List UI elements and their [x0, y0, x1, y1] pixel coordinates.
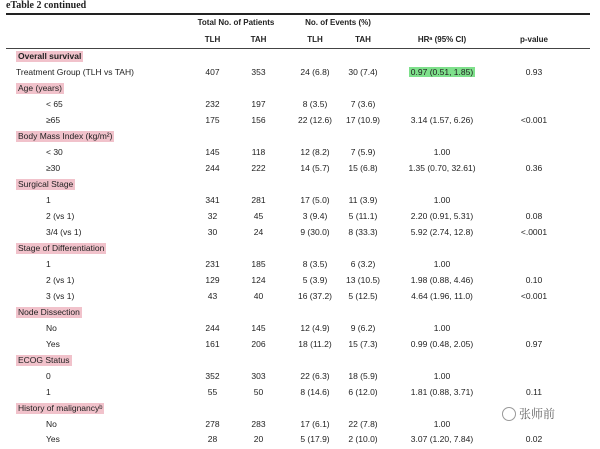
- cell-tah: 156: [251, 115, 266, 125]
- cell-hr: 1.00: [433, 323, 451, 333]
- cell-events-tlh: 8 (3.5): [302, 259, 328, 269]
- cell-events-tlh: 8 (3.5): [302, 99, 328, 109]
- cell-events-tah: 8 (33.3): [348, 227, 378, 237]
- header-pvalue: p-value: [519, 35, 548, 44]
- cell-pvalue: 0.36: [525, 163, 543, 173]
- watermark: [502, 405, 555, 422]
- cell-tlh: 244: [205, 163, 220, 173]
- row-label: 1: [46, 195, 51, 205]
- cell-events-tah: 5 (12.5): [348, 291, 378, 301]
- cell-tlh: 43: [207, 291, 218, 301]
- cell-hr: 1.81 (0.88, 3.71): [410, 387, 474, 397]
- cell-events-tah: 13 (10.5): [345, 275, 381, 285]
- row-label: No: [46, 419, 57, 429]
- cell-pvalue: <0.001: [520, 291, 548, 301]
- row-label: < 30: [46, 147, 63, 157]
- cell-tlh: 32: [207, 211, 218, 221]
- cell-hr: 0.99 (0.48, 2.05): [410, 339, 474, 349]
- cell-hr: 1.00: [433, 419, 451, 429]
- cell-tlh: 231: [205, 259, 220, 269]
- cell-events-tlh: 17 (6.1): [300, 419, 330, 429]
- cell-hr: 5.92 (2.74, 12.8): [410, 227, 474, 237]
- row-label: 2 (vs 1): [46, 275, 75, 285]
- wechat-channel-icon: [502, 407, 516, 421]
- header-hr: HRᵃ (95% CI): [417, 35, 467, 44]
- cell-pvalue: 0.02: [525, 434, 543, 444]
- section-surgical-stage: Surgical Stage: [18, 179, 74, 189]
- cell-tlh: 30: [207, 227, 218, 237]
- cell-tah: 303: [251, 371, 266, 381]
- cell-tah: 24: [253, 227, 264, 237]
- cell-tah: 281: [251, 195, 266, 205]
- cell-events-tlh: 17 (5.0): [300, 195, 330, 205]
- row-label: ≥65: [46, 115, 61, 125]
- section-differentiation: Stage of Differentiation: [18, 243, 105, 253]
- cell-pvalue: 0.08: [525, 211, 543, 221]
- cell-tlh: 407: [205, 67, 220, 77]
- cell-tlh: 278: [205, 419, 220, 429]
- row-label: 1: [46, 387, 51, 397]
- cell-events-tlh: 22 (6.3): [300, 371, 330, 381]
- cell-hr: 1.35 (0.70, 32.61): [408, 163, 476, 173]
- cell-events-tah: 11 (3.9): [348, 195, 378, 205]
- header-tah: TAH: [250, 35, 267, 44]
- header-events-tlh: TLH: [307, 35, 323, 44]
- cell-hr: 3.07 (1.20, 7.84): [410, 434, 474, 444]
- cell-pvalue: 0.11: [526, 387, 542, 397]
- cell-events-tah: 30 (7.4): [348, 67, 378, 77]
- cell-tlh: 129: [205, 275, 220, 285]
- hr-highlight: 0.97 (0.51, 1.85): [410, 67, 474, 77]
- cell-tlh: 175: [205, 115, 220, 125]
- section-age: Age (years): [18, 83, 62, 93]
- cell-hr: 1.00: [433, 259, 451, 269]
- header-events-tah: TAH: [355, 35, 371, 44]
- section-ecog: ECOG Status: [18, 355, 70, 365]
- cell-tlh: 145: [205, 147, 220, 157]
- cell-pvalue: 0.10: [525, 275, 543, 285]
- row-label: 1: [46, 259, 51, 269]
- cell-tah: 20: [253, 434, 264, 444]
- cell-tlh: 244: [205, 323, 220, 333]
- cell-tah: 145: [251, 323, 266, 333]
- cell-events-tlh: 18 (11.2): [298, 339, 332, 349]
- header-events-group: No. of Events (%): [305, 18, 371, 27]
- cell-events-tlh: 3 (9.4): [302, 211, 328, 221]
- cell-hr: 1.98 (0.88, 4.46): [410, 275, 474, 285]
- section-history-malignancy: History of malignancyᵇ: [18, 403, 103, 413]
- cell-tah: 197: [251, 99, 266, 109]
- cell-tlh: 55: [207, 387, 218, 397]
- cell-events-tah: 15 (6.8): [348, 163, 378, 173]
- cell-hr: 3.14 (1.57, 6.26): [410, 115, 474, 125]
- cell-tah: 118: [251, 147, 266, 157]
- cell-tah: 124: [251, 275, 266, 285]
- cell-events-tlh: 14 (5.7): [300, 163, 330, 173]
- cell-events-tah: 2 (10.0): [348, 434, 378, 444]
- cell-tlh: 341: [205, 195, 220, 205]
- cell-events-tlh: 22 (12.6): [297, 115, 333, 125]
- cell-hr: 1.00: [433, 371, 451, 381]
- cell-hr: 1.00: [433, 147, 451, 157]
- cell-pvalue: <0.001: [520, 115, 548, 125]
- cell-events-tlh: 16 (37.2): [297, 291, 333, 301]
- cell-tah: 50: [253, 387, 264, 397]
- header-rule: [6, 48, 590, 49]
- row-label: Yes: [46, 339, 60, 349]
- row-label: 3 (vs 1): [46, 291, 75, 301]
- cell-events-tlh: 12 (4.9): [300, 323, 330, 333]
- cell-pvalue: <.0001: [520, 227, 548, 237]
- cell-tah: 185: [251, 259, 266, 269]
- cell-events-tah: 18 (5.9): [348, 371, 378, 381]
- section-node-dissection: Node Dissection: [18, 307, 80, 317]
- cell-events-tlh: 5 (17.9): [300, 434, 330, 444]
- row-label: 3/4 (vs 1): [46, 227, 82, 237]
- row-label: < 65: [46, 99, 63, 109]
- cell-events-tah: 22 (7.8): [348, 419, 378, 429]
- cell-hr: 2.20 (0.91, 5.31): [410, 211, 474, 221]
- cell-pvalue: 0.93: [525, 67, 543, 77]
- cell-hr: 4.64 (1.96, 11.0): [411, 291, 473, 301]
- row-label: Treatment Group (TLH vs TAH): [16, 67, 134, 77]
- cell-tah: 353: [251, 67, 266, 77]
- row-label: 2 (vs 1): [46, 211, 75, 221]
- row-label: 0: [46, 371, 51, 381]
- cell-tah: 206: [251, 339, 266, 349]
- section-overall-survival: Overall survival: [18, 51, 82, 61]
- row-label: No: [46, 323, 57, 333]
- cell-events-tah: 7 (3.6): [350, 99, 376, 109]
- cell-tlh: 232: [205, 99, 220, 109]
- watermark-text: 张师前: [519, 407, 556, 421]
- cell-hr: 1.00: [433, 195, 451, 205]
- cell-events-tlh: 24 (6.8): [300, 67, 330, 77]
- header-tlh: TLH: [204, 35, 221, 44]
- row-label: Yes: [46, 434, 60, 444]
- cell-tah: 40: [253, 291, 264, 301]
- cell-events-tah: 6 (12.0): [348, 387, 378, 397]
- cell-tah: 45: [253, 211, 264, 221]
- cell-events-tah: 6 (3.2): [350, 259, 376, 269]
- cell-events-tlh: 5 (3.9): [302, 275, 328, 285]
- header-patients-group: Total No. of Patients: [197, 18, 275, 27]
- cell-events-tah: 9 (6.2): [350, 323, 376, 333]
- cell-pvalue: 0.97: [525, 339, 543, 349]
- row-label: ≥30: [46, 163, 61, 173]
- cell-events-tlh: 8 (14.6): [300, 387, 330, 397]
- cell-events-tlh: 9 (30.0): [300, 227, 330, 237]
- top-rule: [6, 13, 590, 15]
- cell-tah: 222: [251, 163, 266, 173]
- cell-events-tah: 7 (5.9): [350, 147, 376, 157]
- cell-events-tah: 5 (11.1): [348, 211, 378, 221]
- table-caption: eTable 2 continued: [6, 0, 87, 11]
- cell-tlh: 161: [205, 339, 220, 349]
- cell-tah: 283: [251, 419, 266, 429]
- cell-hr: [398, 67, 486, 78]
- cell-events-tah: 17 (10.9): [345, 115, 381, 125]
- cell-tlh: 352: [205, 371, 220, 381]
- cell-events-tlh: 12 (8.2): [300, 147, 330, 157]
- cell-tlh: 28: [207, 434, 218, 444]
- section-bmi: Body Mass Index (kg/m²): [18, 131, 113, 141]
- cell-events-tah: 15 (7.3): [348, 339, 378, 349]
